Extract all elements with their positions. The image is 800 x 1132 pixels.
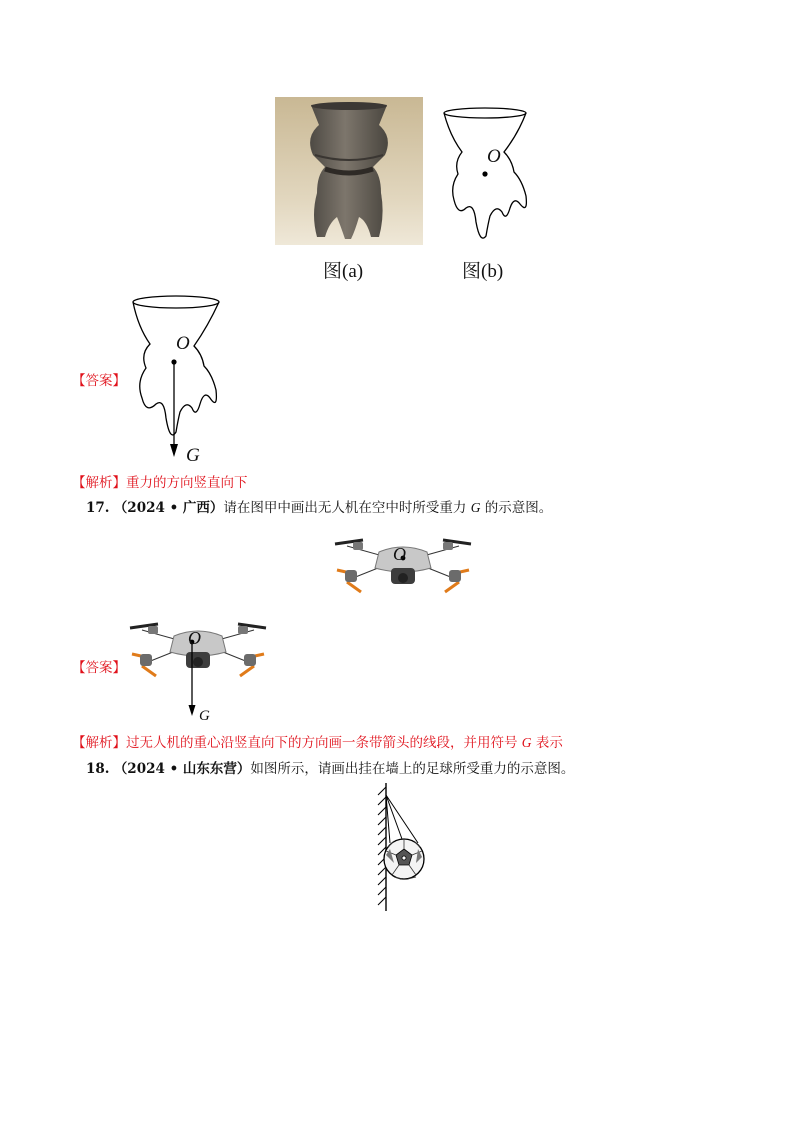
q17-analysis-pre: 过无人机的重心沿竖直向下的方向画一条带箭头的线段，并用符号: [126, 735, 518, 751]
gravity-label-g-drone: G: [199, 708, 210, 724]
q17-question-pre: 请在图甲中画出无人机在空中时所受重力: [223, 500, 467, 516]
q16-analysis-tag: 【解析】: [72, 475, 126, 491]
q18-number: 18.: [86, 761, 110, 777]
q17-analysis-var: G: [521, 735, 532, 750]
figure-b-caption: 图(b): [462, 261, 504, 282]
q18-question-text: 如图所示，请画出挂在墙上的足球所受重力的示意图。: [250, 761, 575, 777]
figure-a-caption: 图(a): [323, 261, 364, 282]
center-label-o-drone-answer: O: [188, 628, 201, 648]
wall-football-diagram: [374, 783, 434, 915]
q16-analysis: [72, 474, 248, 492]
center-label-o-b: O: [487, 146, 501, 167]
q17-question-var: G: [470, 500, 481, 515]
center-label-o-drone: O: [393, 544, 406, 564]
vessel-drawing-b: [440, 104, 535, 249]
q17-analysis-tag: 【解析】: [72, 735, 126, 751]
q17-question: [86, 499, 552, 517]
q17-analysis-post: 表示: [535, 735, 563, 751]
q17-source: （2024 • 广西）: [113, 500, 224, 516]
q17-answer-tag: 【答案】: [72, 660, 126, 676]
q16-answer-tag: 【答案】: [72, 373, 126, 389]
q17-question-post: 的示意图。: [484, 500, 553, 516]
q18-question: [86, 760, 574, 778]
gravity-label-g-answer: G: [186, 445, 200, 466]
q18-source: （2024 • 山东东营）: [113, 761, 251, 777]
center-label-o-answer: O: [176, 333, 190, 354]
q17-analysis: [72, 734, 563, 752]
vessel-answer-drawing: [128, 292, 228, 472]
pottery-photo: [275, 97, 423, 245]
q16-analysis-text: 重力的方向竖直向下: [126, 475, 248, 491]
q17-number: 17.: [86, 500, 110, 516]
